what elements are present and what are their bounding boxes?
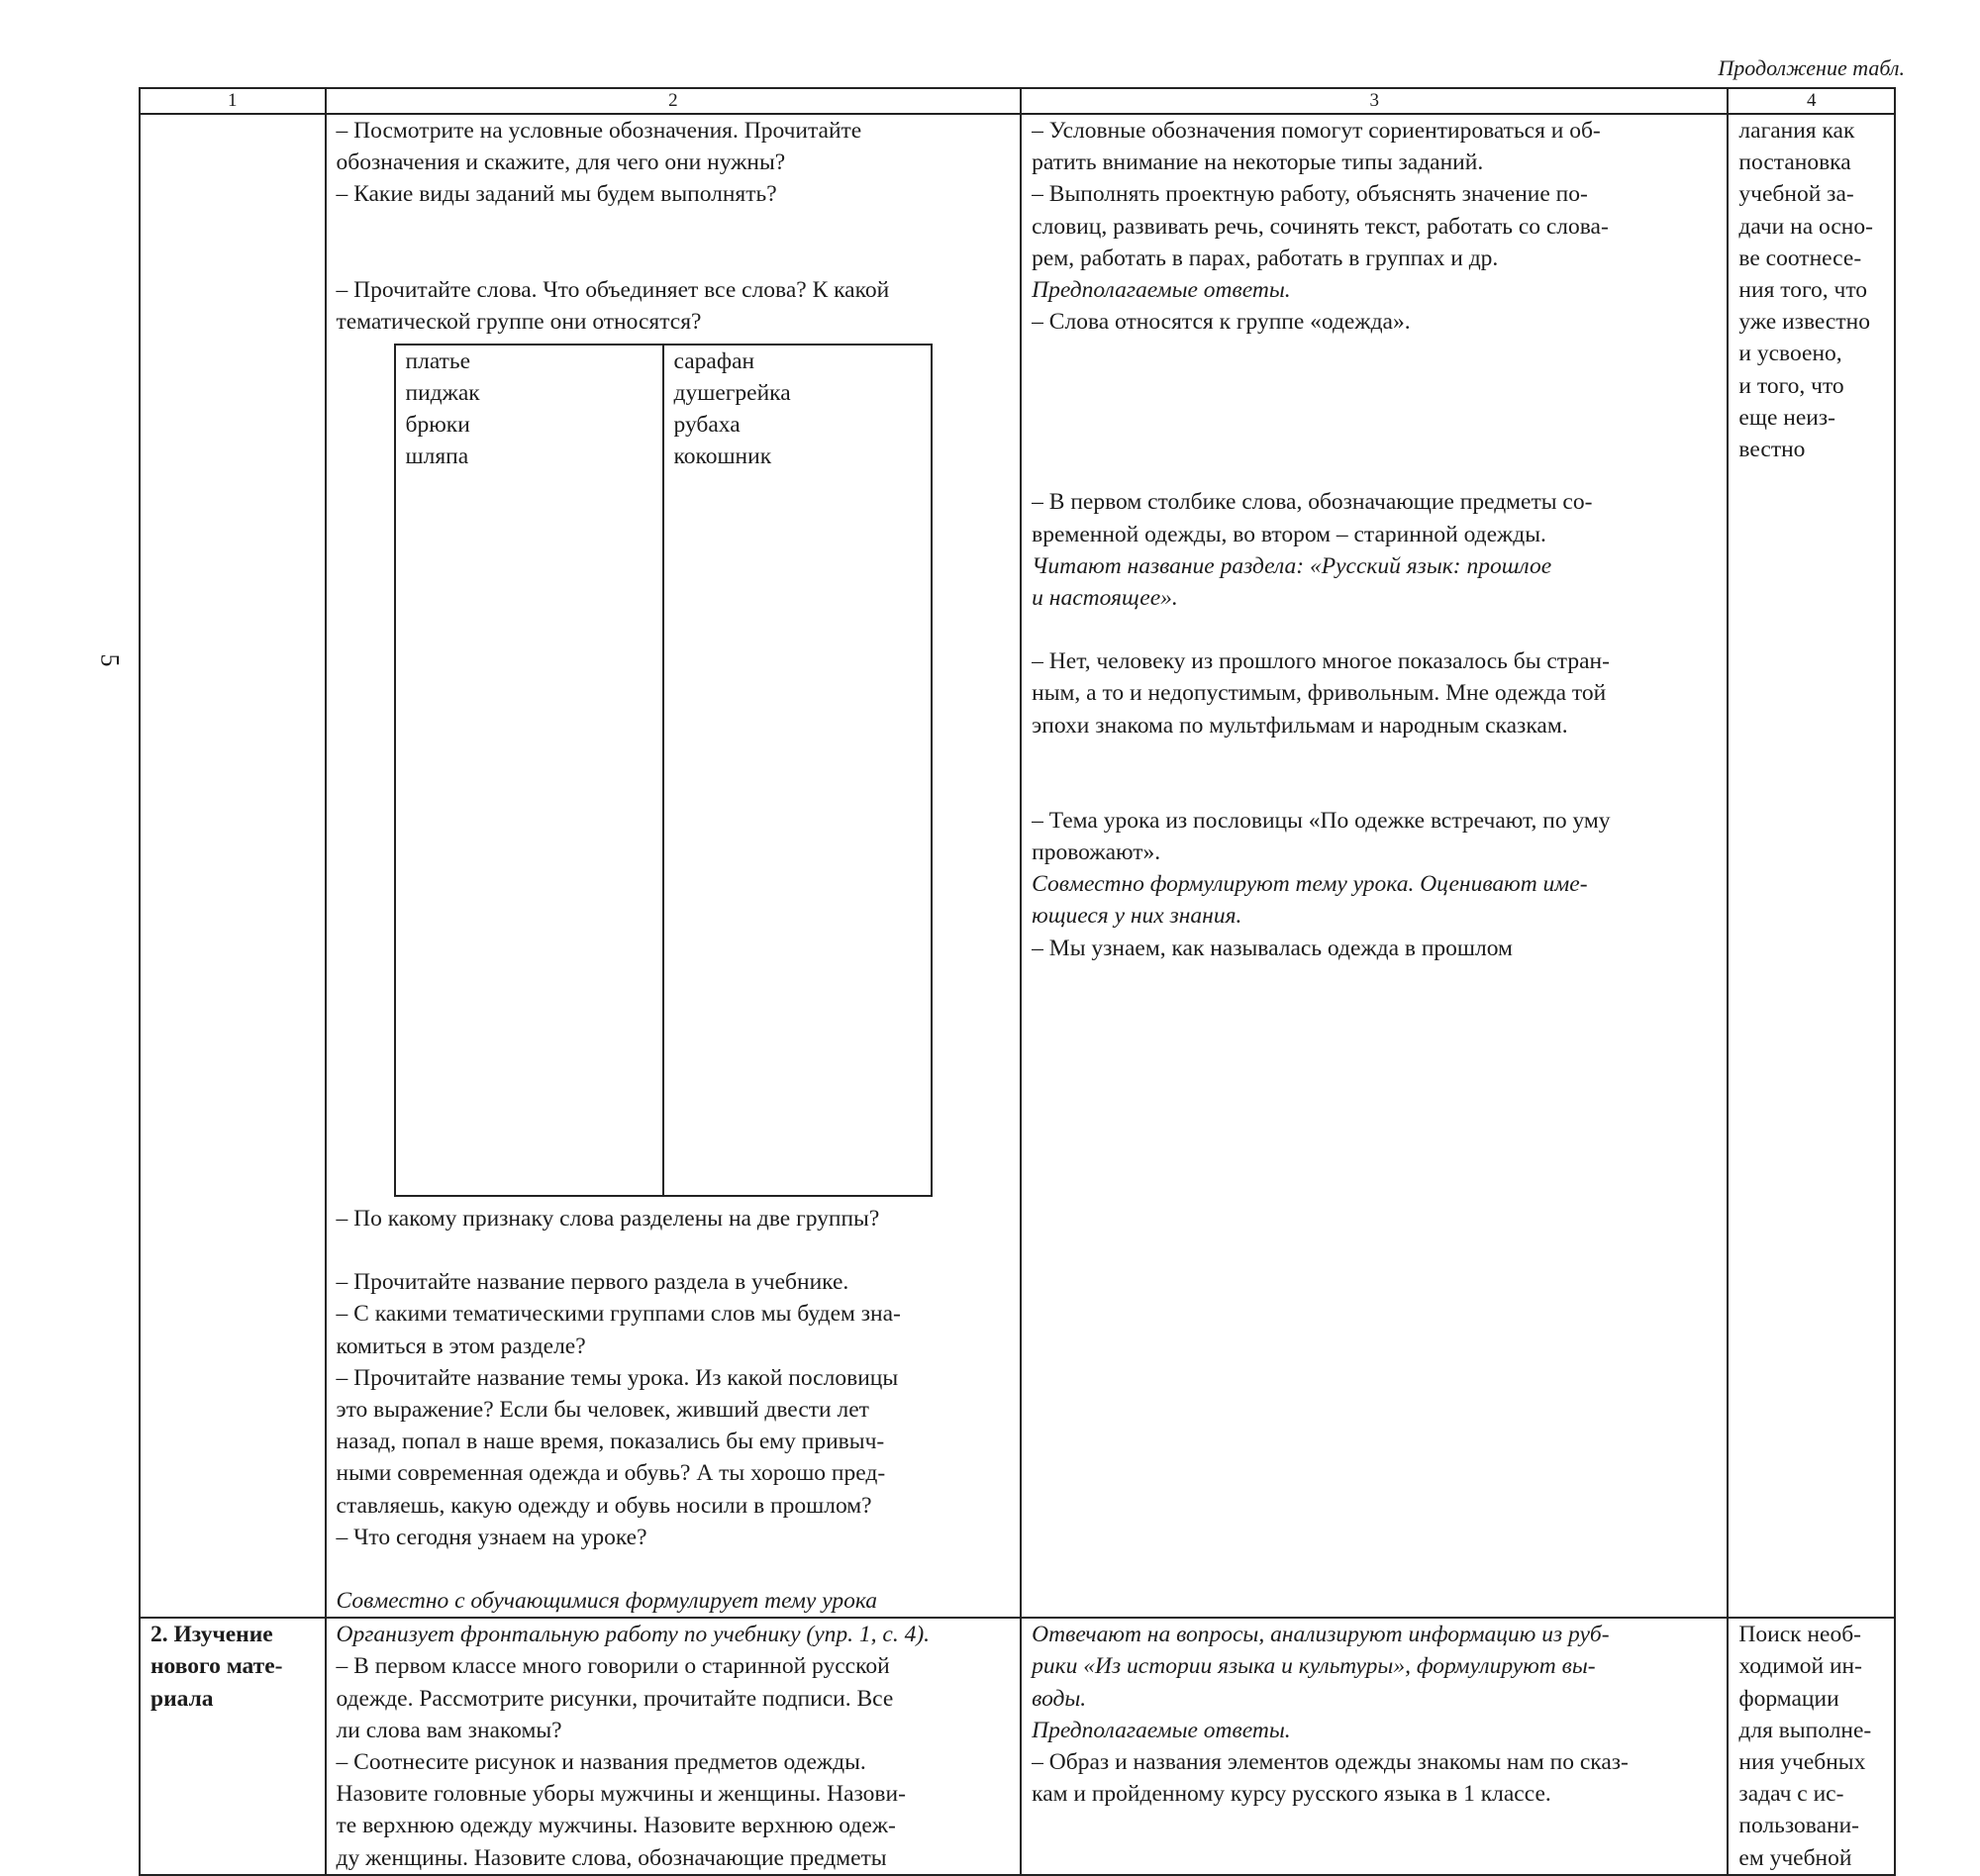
student-text-block [1032, 933, 1717, 964]
text-line: ния того, что [1738, 277, 1868, 304]
text-line: 2. Изучение [150, 1622, 273, 1648]
teacher-italic-note: Организует фронтальную работу по учебнику (упр. 1, с. 4). [336, 1622, 931, 1648]
page-number: 5 [95, 653, 125, 667]
text-line: пиджак [405, 380, 480, 407]
text-line: воды. [1032, 1685, 1087, 1712]
header-col-1: 1 [140, 88, 326, 114]
words-table [394, 344, 933, 1197]
student-text-block [1032, 486, 1717, 549]
text-line: – По какому признаку слова разделены на две группы? [336, 1206, 880, 1233]
text-line: ставляешь, какую одежду и обувь носили в прошлом? [336, 1492, 872, 1519]
text-line: платье [405, 348, 471, 375]
text-line: учебной за- [1738, 181, 1854, 208]
text-line: – Прочитайте название первого раздела в учебнике. [336, 1269, 849, 1296]
text-line: – Прочитайте название темы урока. Из какой пословицы [336, 1364, 899, 1391]
teacher-italic-note: Совместно с обучающимися формулирует тему урока [336, 1588, 878, 1615]
text-line: – Нет, человеку из прошлого многое показалось бы стран- [1032, 648, 1610, 675]
text-line: Отвечают на вопросы, анализируют информацию из руб- [1032, 1622, 1610, 1648]
text-line: – Тема урока из пословицы «По одежке встречают, по уму [1032, 807, 1611, 834]
text-line: ным, а то и недопустимым, фривольным. Мне одежда той [1032, 680, 1607, 707]
stage-cell [140, 1618, 326, 1875]
teacher-text-block [337, 1650, 1011, 1873]
text-line: сарафан [673, 348, 755, 375]
text-line: – В первом столбике слова, обозначающие предметы со- [1032, 489, 1593, 516]
lesson-table [139, 87, 1896, 1876]
text-line: – Какие виды заданий мы будем выполнять? [336, 181, 777, 208]
text-line: эпохи знакома по мультфильмам и народным сказкам. [1032, 712, 1568, 739]
text-line: – Мы узнаем, как называлась одежда в прошлом [1032, 935, 1513, 961]
text-line: шляпа [405, 444, 469, 470]
text-line: те верхнюю одежду мужчины. Назовите верхнюю одеж- [336, 1813, 896, 1839]
uud-cell [1728, 114, 1895, 1618]
text-line: – С какими тематическими группами слов мы будем зна- [336, 1301, 901, 1328]
text-line: кам и пройденному курсу русского языка в 1 классе. [1032, 1781, 1551, 1808]
uud-text-block [1738, 1619, 1884, 1874]
teacher-text-block [337, 274, 1011, 338]
stage-cell [140, 114, 326, 1618]
text-line: формации [1738, 1685, 1839, 1712]
text-line: ратить внимание на некоторые типы заданий. [1032, 149, 1484, 176]
header-col-2: 2 [326, 88, 1022, 114]
text-line: и настоящее». [1032, 585, 1178, 612]
teacher-text-block [337, 1203, 1011, 1234]
text-line: и того, что [1738, 372, 1844, 399]
text-line: рем, работать в парах, работать в группах и др. [1032, 245, 1499, 271]
text-line: одежде. Рассмотрите рисунки, прочитайте подписи. Все [336, 1685, 894, 1712]
uud-cell [1728, 1618, 1895, 1875]
text-line: лагания как [1738, 118, 1855, 144]
text-line: Предполагаемые ответы. [1032, 1717, 1291, 1743]
text-line: провожают». [1032, 839, 1161, 866]
text-line: рубаха [673, 412, 741, 439]
text-line: Поиск необ- [1738, 1622, 1861, 1648]
text-line: – В первом классе много говорили о старинной русской [336, 1653, 890, 1680]
text-line: риала [150, 1685, 214, 1712]
text-line: ходимой ин- [1738, 1653, 1862, 1680]
teacher-activity-cell [326, 1618, 1022, 1875]
text-line: ли слова вам знакомы? [336, 1717, 562, 1743]
stage-title [150, 1619, 315, 1715]
text-line: тематической группе они относятся? [336, 308, 702, 335]
text-line: – Посмотрите на условные обозначения. Прочитайте [336, 118, 862, 144]
student-text-block [1032, 1746, 1717, 1810]
text-line: вестно [1738, 437, 1806, 463]
student-activity-cell [1021, 114, 1728, 1618]
text-line: еще неиз- [1738, 404, 1835, 431]
text-line: временной одежды, во втором – старинной одежды. [1032, 521, 1546, 547]
text-line: – Образ и названия элементов одежды знакомы нам по сказ- [1032, 1749, 1629, 1776]
text-line: дачи на осно- [1738, 213, 1873, 240]
text-line: кокошник [673, 444, 772, 470]
student-text-block [1032, 306, 1717, 338]
table-row [140, 1618, 1895, 1875]
text-line: – Условные обозначения помогут сориентироваться и об- [1032, 118, 1601, 144]
old-clothes-words [663, 345, 932, 1196]
text-line: Совместно формулируют тему урока. Оценивают име- [1032, 871, 1588, 898]
teacher-text-block [337, 115, 1011, 211]
text-line: ду женщины. Назовите слова, обозначающие предметы [336, 1844, 887, 1871]
text-line: словиц, развивать речь, сочинять текст, работать со слова- [1032, 213, 1609, 240]
text-line: – Слова относятся к группе «одежда». [1032, 309, 1411, 336]
text-line: пользовани- [1738, 1813, 1859, 1839]
text-line: Читают название раздела: «Русский язык: прошлое [1032, 552, 1552, 579]
student-italic-note: Предполагаемые ответы. [1032, 277, 1291, 304]
modern-clothes-words [395, 345, 663, 1196]
header-row [140, 88, 1895, 114]
text-line: ем учебной [1738, 1844, 1852, 1871]
student-italic-block [1032, 868, 1717, 932]
text-line: обозначения и скажите, для чего они нужны? [336, 149, 786, 176]
continuation-note: Продолжение табл. [1718, 55, 1905, 80]
teacher-text-block [337, 1266, 1011, 1553]
text-line: душегрейка [673, 380, 791, 407]
uud-text-block [1738, 115, 1884, 465]
student-italic-block [1032, 550, 1717, 614]
text-line: ющиеся у них знания. [1032, 903, 1242, 930]
text-line: комиться в этом разделе? [336, 1333, 586, 1359]
text-line: ве соотнесе- [1738, 245, 1862, 271]
header-col-3: 3 [1021, 88, 1728, 114]
text-line: для выполне- [1738, 1717, 1872, 1743]
text-line: – Прочитайте слова. Что объединяет все слова? К какой [336, 276, 890, 303]
text-line: назад, попал в наше время, показались бы ему привыч- [336, 1429, 885, 1455]
text-line: – Соотнесите рисунок и названия предметов одежды. [336, 1749, 866, 1776]
text-line: ния учебных [1738, 1749, 1866, 1776]
teacher-activity-cell [326, 114, 1022, 1618]
text-line: уже известно [1738, 309, 1870, 336]
text-line: задач с ис- [1738, 1781, 1844, 1808]
student-text-block [1032, 115, 1717, 274]
student-text-block [1032, 645, 1717, 741]
student-activity-cell [1021, 1618, 1728, 1875]
text-line: Назовите головные уборы мужчины и женщины. Назови- [336, 1781, 906, 1808]
text-line: постановка [1738, 149, 1851, 176]
text-line: – Выполнять проектную работу, объяснять значение по- [1032, 181, 1588, 208]
text-line: и усвоено, [1738, 341, 1842, 367]
student-italic-block [1032, 1619, 1717, 1746]
text-line: рики «Из истории языка и культуры», формулируют вы- [1032, 1653, 1596, 1680]
text-line: нового мате- [150, 1653, 283, 1680]
text-line: – Что сегодня узнаем на уроке? [336, 1524, 647, 1550]
text-line: брюки [405, 412, 470, 439]
text-line: это выражение? Если бы человек, живший двести лет [336, 1397, 869, 1424]
text-line: ными современная одежда и обувь? А ты хорошо пред- [336, 1460, 886, 1487]
table-row [140, 114, 1895, 1618]
student-text-block [1032, 805, 1717, 868]
header-col-4: 4 [1728, 88, 1895, 114]
